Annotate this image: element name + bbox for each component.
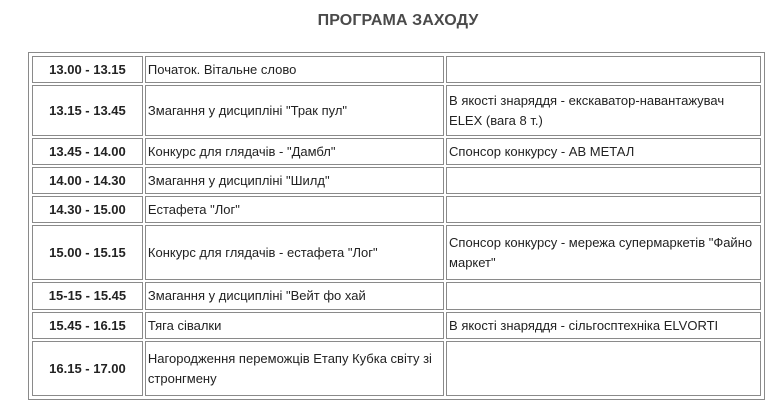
table-row — [32, 56, 761, 83]
time-cell: 13.45 - 14.00 — [32, 138, 143, 165]
table-row — [32, 196, 761, 223]
time-cell: 13.15 - 13.45 — [32, 85, 143, 136]
table-row — [32, 282, 761, 310]
time-cell: 16.15 - 17.00 — [32, 341, 143, 396]
table-row — [32, 225, 761, 280]
note-cell: Спонсор конкурсу - мережа супермаркетів "Файно маркет" — [446, 225, 761, 280]
schedule-table — [28, 52, 765, 400]
event-cell: Конкурс для глядачів - естафета "Лог" — [145, 225, 444, 280]
time-cell: 13.00 - 13.15 — [32, 56, 143, 83]
time-cell: 15-15 - 15.45 — [32, 282, 143, 310]
time-cell: 15.45 - 16.15 — [32, 312, 143, 339]
table-row — [32, 167, 761, 194]
event-cell: Тяга сівалки — [145, 312, 444, 339]
note-cell: Спонсор конкурсу - АВ МЕТАЛ — [446, 138, 761, 165]
event-cell: Естафета "Лог" — [145, 196, 444, 223]
page-title: ПРОГРАМА ЗАХОДУ — [317, 12, 479, 29]
event-cell: Конкурс для глядачів - "Дамбл" — [145, 138, 444, 165]
event-cell: Змагання у дисципліні "Шилд" — [145, 167, 444, 194]
table-row — [32, 341, 761, 396]
schedule-grid — [30, 54, 763, 398]
event-cell: Змагання у дисципліні "Вейт фо хай — [145, 282, 444, 310]
event-cell: Змагання у дисципліні "Трак пул" — [145, 85, 444, 136]
table-row — [32, 85, 761, 136]
time-cell: 14.30 - 15.00 — [32, 196, 143, 223]
time-cell: 15.00 - 15.15 — [32, 225, 143, 280]
note-cell — [446, 282, 761, 310]
note-cell: В якості знаряддя - сільгосптехніка ELVORTI — [446, 312, 761, 339]
time-cell: 14.00 - 14.30 — [32, 167, 143, 194]
event-cell: Нагородження переможців Етапу Кубка світу зі стронгмену — [145, 341, 444, 396]
note-cell — [446, 167, 761, 194]
note-cell: В якості знаряддя - екскаватор-навантажувач ELEX (вага 8 т.) — [446, 85, 761, 136]
event-cell: Початок. Вітальне слово — [145, 56, 444, 83]
note-cell — [446, 196, 761, 223]
table-row — [32, 138, 761, 165]
table-row — [32, 312, 761, 339]
note-cell — [446, 341, 761, 396]
note-cell — [446, 56, 761, 83]
